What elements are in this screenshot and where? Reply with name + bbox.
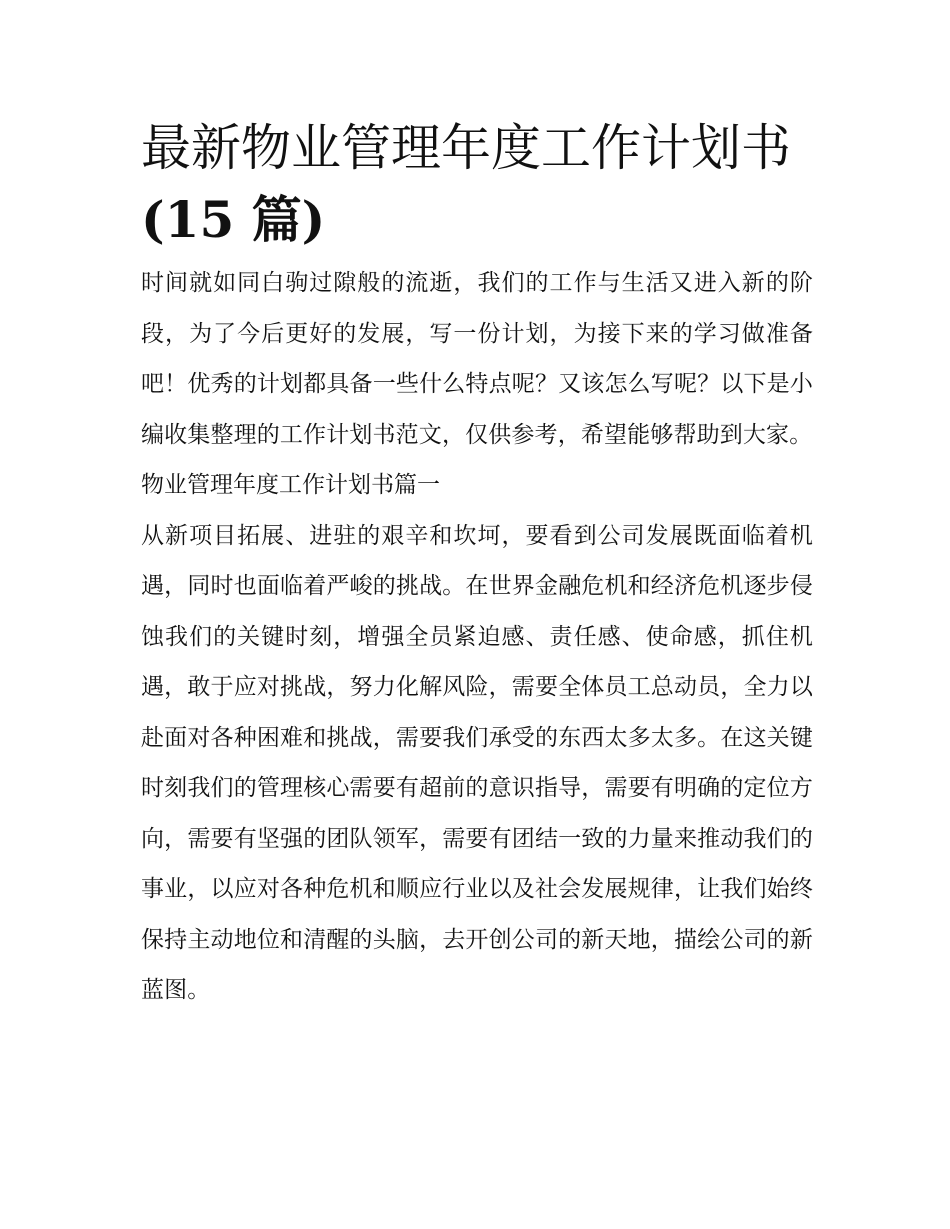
intro-paragraph: 时间就如同白驹过隙般的流逝，我们的工作与生活又进入新的阶段，为了今后更好的发展，写一份计划，为接下来的学习做准备吧！优秀的计划都具备一些什么特点呢？又该怎么写呢？以下是小编收集整理的工作计划书范文，仅供参考，希望能够帮助到大家。 <box>141 270 813 448</box>
document-title <box>141 112 813 256</box>
section-paragraph: 从新项目拓展、进驻的艰辛和坎坷，要看到公司发展既面临着机遇，同时也面临着严峻的挑战。在世界金融危机和经济危机逐步侵蚀我们的关键时刻，增强全员紧迫感、责任感、使命感，抓住机遇，敢于应对挑战，努力化解风险，需要全体员工总动员，全力以赴面对各种困难和挑战，需要我们承受的东西太多太多。在这关键时刻我们的管理核心需要有超前的意识指导，需要有明确的定位方向，需要有坚强的团队领军，需要有团结一致的力量来推动我们的事业，以应对各种危机和顺应行业以及社会发展规律，让我们始终保持主动地位和清醒的头脑，去开创公司的新天地，描绘公司的新蓝图。 <box>141 522 813 1003</box>
section-heading: 物业管理年度工作计划书篇一 <box>141 472 440 498</box>
title-line-sub: (15 篇) <box>141 190 326 249</box>
document-content <box>141 112 813 1016</box>
title-line-main: 最新物业管理年度工作计划书 <box>141 119 791 177</box>
